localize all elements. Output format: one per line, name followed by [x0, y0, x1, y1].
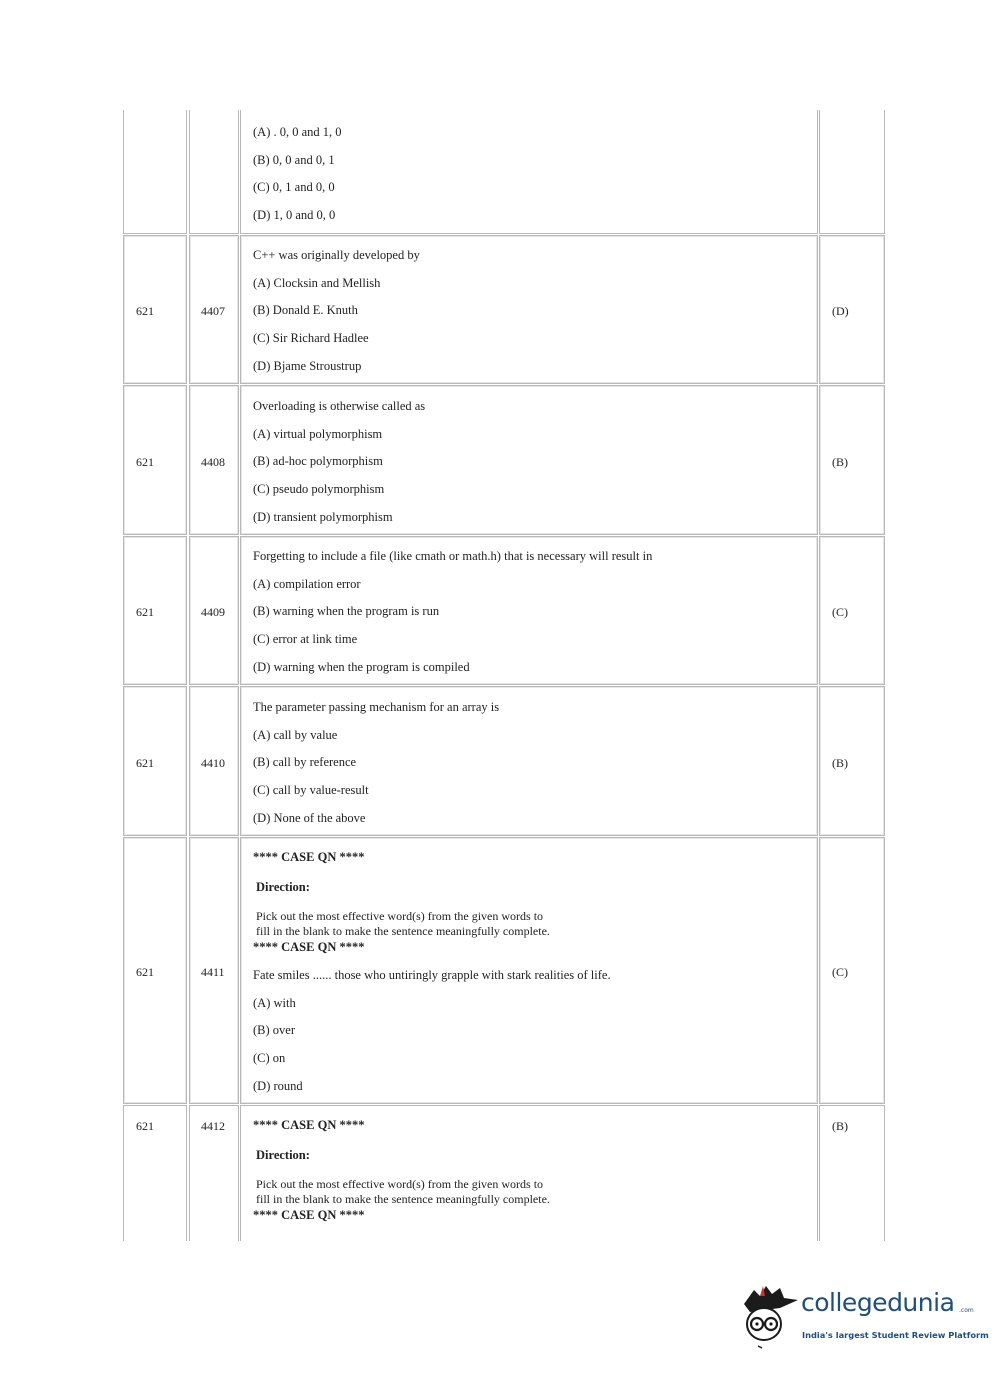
case-label: **** CASE QN **** [253, 850, 365, 864]
table-row [122, 235, 886, 384]
question-number-cell [189, 235, 239, 384]
question-text: Overloading is otherwise called as [253, 399, 426, 413]
option-c: (C) pseudo polymorphism [253, 482, 385, 497]
direction-label: Direction: [256, 1148, 310, 1162]
answer-cell [819, 110, 885, 234]
option-b: (B) ad-hoc polymorphism [253, 454, 383, 469]
option-b: (B) over [253, 1023, 295, 1038]
direction-line: Pick out the most effective word(s) from the given words to [256, 909, 544, 923]
question-number-cell [189, 686, 239, 836]
paper-code-cell [123, 235, 187, 384]
question-number: 4408 [201, 455, 225, 469]
answer-cell [819, 536, 885, 685]
question-cell [240, 536, 818, 685]
paper-code-cell [123, 536, 187, 685]
option-a: (A) Clocksin and Mellish [253, 275, 381, 290]
question-number-cell [189, 1105, 239, 1241]
answer-key: (C) [832, 605, 848, 619]
question-cell [240, 235, 818, 384]
table-row [122, 536, 886, 685]
question-number-cell [189, 110, 239, 234]
answer-cell [819, 1105, 885, 1241]
option-d: (D) Bjame Stroustrup [253, 358, 362, 373]
paper-code: 621 [136, 756, 154, 770]
option-c: (C) 0, 1 and 0, 0 [253, 180, 335, 195]
direction-text [256, 1177, 811, 1209]
direction-text [256, 909, 811, 941]
question-number: 4412 [201, 1119, 225, 1133]
case-label: **** CASE QN **** [253, 940, 365, 954]
paper-code: 621 [136, 304, 154, 318]
answer-key: (B) [832, 756, 848, 770]
question-number: 4407 [201, 304, 225, 318]
question-number: 4411 [201, 965, 225, 979]
option-d: (D) transient polymorphism [253, 509, 393, 524]
answer-cell [819, 837, 885, 1104]
question-text: Forgetting to include a file (like cmath or math.h) that is necessary will result in [253, 549, 653, 563]
question-number: 4410 [201, 756, 225, 770]
collegedunia-logo[interactable] [740, 1282, 989, 1352]
question-cell [240, 110, 818, 234]
table-row [122, 110, 886, 234]
direction-line: fill in the blank to make the sentence meaningfully complete. [256, 1192, 550, 1206]
answer-key: (C) [832, 965, 848, 979]
option-d: (D) round [253, 1078, 303, 1093]
question-number-cell [189, 385, 239, 535]
question-number-cell [189, 536, 239, 685]
paper-code-cell [123, 385, 187, 535]
option-d: (D) warning when the program is compiled [253, 659, 470, 674]
question-cell [240, 1105, 818, 1241]
question-cell [240, 385, 818, 535]
mascot-icon [740, 1282, 802, 1352]
answer-cell [819, 686, 885, 836]
question-cell [240, 686, 818, 836]
paper-code: 621 [136, 455, 154, 469]
direction-line: fill in the blank to make the sentence meaningfully complete. [256, 924, 550, 938]
option-a: (A) virtual polymorphism [253, 426, 383, 441]
paper-code-cell [123, 837, 187, 1104]
paper-code: 621 [136, 605, 154, 619]
question-text: The parameter passing mechanism for an array is [253, 700, 500, 714]
question-table [122, 110, 886, 1241]
question-number: 4409 [201, 605, 225, 619]
brand-tagline: India's largest Student Review Platform [802, 1330, 989, 1340]
option-a: (A) with [253, 995, 296, 1010]
paper-code: 621 [136, 1119, 154, 1133]
option-a: (A) call by value [253, 727, 338, 742]
direction-line: Pick out the most effective word(s) from the given words to [256, 1177, 544, 1191]
option-c: (C) on [253, 1051, 286, 1066]
table-row [122, 686, 886, 836]
option-a: (A) . 0, 0 and 1, 0 [253, 125, 342, 139]
case-label: **** CASE QN **** [253, 1118, 365, 1132]
answer-cell [819, 385, 885, 535]
brand-suffix: .com [959, 1307, 974, 1314]
paper-code-cell [123, 110, 187, 234]
brand-name: collegedunia [801, 1288, 955, 1317]
paper-code: 621 [136, 965, 154, 979]
direction-label: Direction: [256, 880, 310, 894]
option-c: (C) call by value-result [253, 783, 369, 798]
option-c: (C) Sir Richard Hadlee [253, 331, 369, 346]
option-a: (A) compilation error [253, 576, 361, 591]
question-cell [240, 837, 818, 1104]
table-row [122, 385, 886, 535]
question-text: Fate smiles ...... those who untiringly grapple with stark realities of life. [253, 968, 611, 982]
option-b: (B) call by reference [253, 755, 357, 770]
case-label: **** CASE QN **** [253, 1208, 365, 1222]
option-d: (D) 1, 0 and 0, 0 [253, 208, 336, 223]
answer-key: (B) [832, 1119, 848, 1133]
answer-cell [819, 235, 885, 384]
paper-code-cell [123, 686, 187, 836]
option-c: (C) error at link time [253, 632, 358, 647]
option-b: (B) warning when the program is run [253, 604, 440, 619]
question-number-cell [189, 837, 239, 1104]
paper-code-cell [123, 1105, 187, 1241]
answer-key: (D) [832, 304, 849, 318]
table-row [122, 1105, 886, 1241]
table-row [122, 837, 886, 1104]
option-d: (D) None of the above [253, 810, 366, 825]
answer-key: (B) [832, 455, 848, 469]
question-text: C++ was originally developed by [253, 248, 420, 262]
option-b: (B) 0, 0 and 0, 1 [253, 152, 335, 167]
option-b: (B) Donald E. Knuth [253, 303, 358, 318]
